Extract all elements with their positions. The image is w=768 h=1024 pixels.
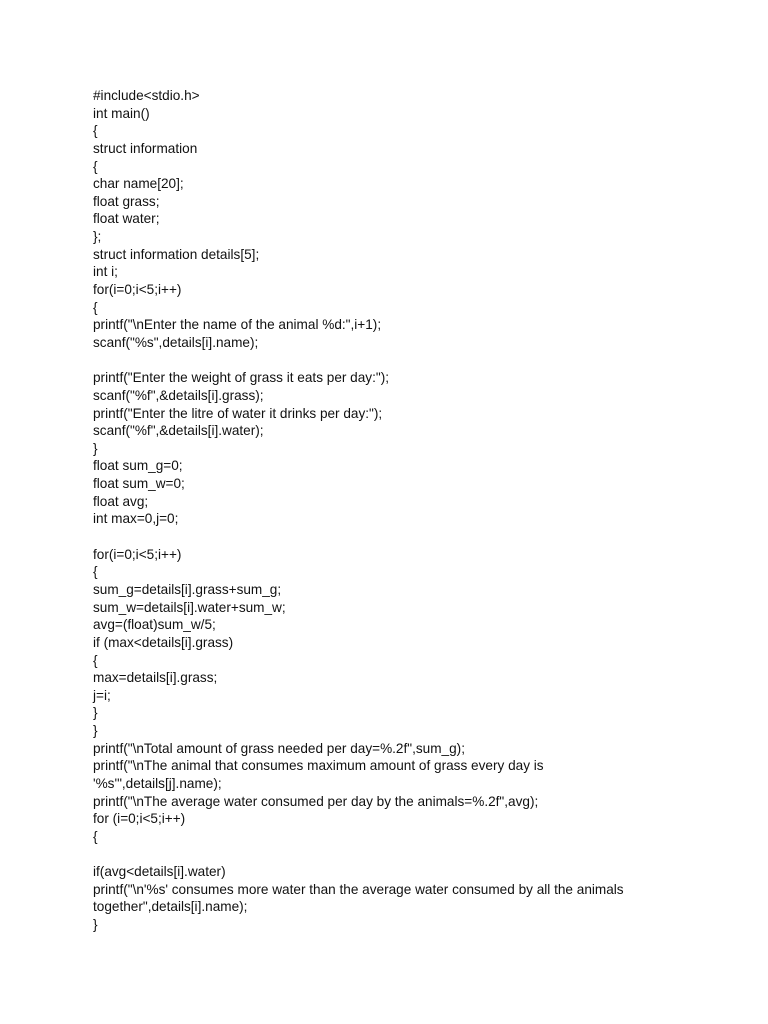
code-line: '%s'",details[j].name);	[93, 775, 222, 791]
code-line: for(i=0;i<5;i++)	[93, 546, 182, 562]
code-line	[93, 352, 733, 370]
code-line: for(i=0;i<5;i++)	[93, 282, 182, 298]
code-line: printf("Enter the weight of grass it eats per day:");	[93, 370, 390, 386]
code-line: for (i=0;i<5;i++)	[93, 811, 186, 827]
code-line	[93, 528, 733, 546]
code-line: j=i;	[93, 687, 111, 703]
code-line: };	[93, 229, 102, 245]
code-line: float water;	[93, 211, 160, 227]
code-line: {	[93, 652, 98, 668]
code-line: int max=0,j=0;	[93, 511, 179, 527]
code-line: #include<stdio.h>	[93, 88, 200, 103]
code-line: printf("\n'%s' consumes more water than the average water consumed by all the animals	[93, 881, 624, 897]
code-line: }	[93, 705, 98, 721]
code-line: if (max<details[i].grass)	[93, 634, 234, 650]
code-line: avg=(float)sum_w/5;	[93, 617, 216, 633]
code-listing	[93, 87, 733, 934]
code-line: float avg;	[93, 493, 149, 509]
code-line: sum_w=details[i].water+sum_w;	[93, 599, 286, 615]
code-line: scanf("%f",&details[i].grass);	[93, 387, 264, 403]
code-line	[93, 846, 733, 864]
code-line: printf("\nThe average water consumed per day by the animals=%.2f",avg);	[93, 793, 539, 809]
code-line: {	[93, 123, 98, 139]
code-line: {	[93, 564, 98, 580]
code-line: printf("Enter the litre of water it drinks per day:");	[93, 405, 383, 421]
code-line: together",details[i].name);	[93, 899, 248, 915]
code-line: int i;	[93, 264, 118, 280]
code-line: printf("\nEnter the name of the animal %d:",i+1);	[93, 317, 382, 333]
code-line: {	[93, 299, 98, 315]
code-line: max=details[i].grass;	[93, 670, 218, 686]
code-line: printf("\nTotal amount of grass needed per day=%.2f",sum_g);	[93, 740, 465, 756]
code-line: int main()	[93, 105, 150, 121]
code-line: scanf("%s",details[i].name);	[93, 334, 259, 350]
code-line: float sum_g=0;	[93, 458, 183, 474]
code-line: scanf("%f",&details[i].water);	[93, 423, 264, 439]
code-line: struct information	[93, 140, 198, 156]
code-line: float sum_w=0;	[93, 476, 185, 492]
code-line: {	[93, 828, 98, 844]
code-line: printf("\nThe animal that consumes maximum amount of grass every day is	[93, 758, 544, 774]
code-line: }	[93, 723, 98, 739]
code-line: {	[93, 158, 98, 174]
code-line: if(avg<details[i].water)	[93, 864, 226, 880]
code-line: float grass;	[93, 193, 160, 209]
code-line: }	[93, 440, 98, 456]
code-line: sum_g=details[i].grass+sum_g;	[93, 581, 282, 597]
code-line: char name[20];	[93, 176, 184, 192]
code-line: }	[93, 917, 98, 933]
code-line: struct information details[5];	[93, 246, 260, 262]
